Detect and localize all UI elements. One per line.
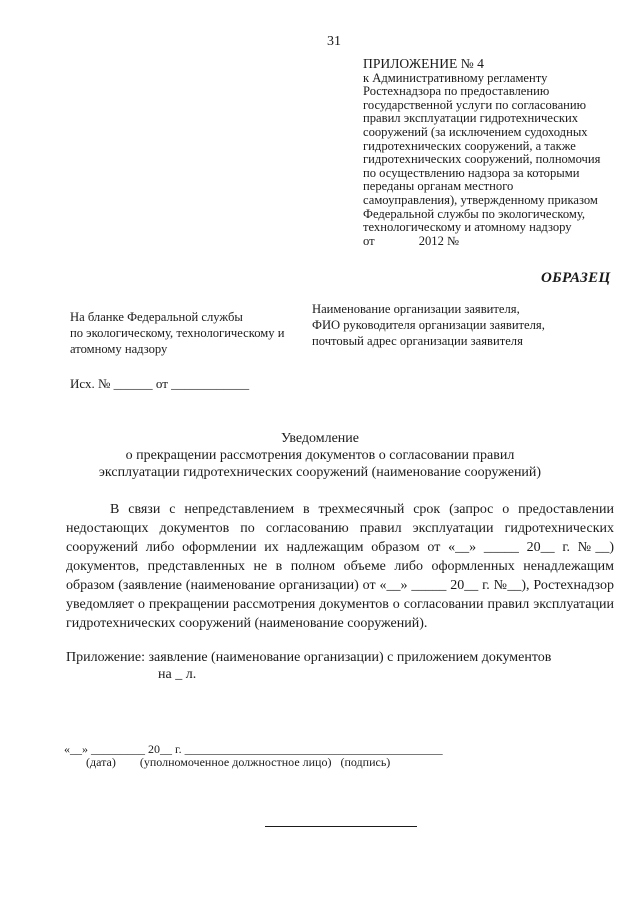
footer-divider	[265, 826, 417, 827]
addressee-block	[312, 301, 545, 349]
signature-labels: (дата) (уполномоченное должностное лицо) (подпись)	[86, 755, 391, 769]
notice-subtitle: о прекращении рассмотрения документов о согласовании правил эксплуатации гидротехнических сооружений (наименование сооружений)	[98, 448, 542, 480]
appendix-line: гидротехнических сооружений, а также	[363, 138, 576, 153]
appendix-line: от 2012 №	[363, 233, 460, 248]
appendix-line: гидротехнических сооружений, полномочия	[363, 152, 601, 167]
letterhead-line: атомному надзору	[70, 342, 168, 356]
appendix-line: по осуществлению надзора за которыми	[363, 165, 580, 180]
notice-body: В связи с непредставлением в трехмесячный срок (запрос о предоставлении недостающих документов по согласованию правил эксплуатации гидротехнических сооружений либо оформлении их надлежащим образом от «__» _____ 20__ г. №__) документов, представленных не в полном объеме либо оформленных ненадлежащим образом (заявление (наименование организации) от «__» _____ 20__ г. №__), Ростехнадзор уведомляет о прекращении рассмотрения документов о согласовании правил эксплуатации гидротехнических сооружений (наименование сооружений).	[66, 502, 614, 631]
outgoing-number: Исх. № ______ от ____________	[70, 376, 250, 391]
notice-title: Уведомление	[280, 431, 359, 446]
attachment-line: Приложение: заявление (наименование организации) с приложением документов	[66, 650, 552, 665]
appendix-line: правил эксплуатации гидротехнических	[363, 111, 579, 126]
attachment-pages: на _ л.	[158, 667, 197, 682]
signature-line: «__» _________ 20__ г. ___________________________________________	[64, 742, 443, 756]
appendix-line: переданы органам местного	[363, 179, 514, 194]
addressee-line: почтовый адрес организации заявителя	[312, 334, 523, 348]
letterhead-line: по экологическому, технологическому и	[70, 326, 285, 340]
appendix-line: Ростехнадзора по предоставлению	[363, 84, 550, 99]
appendix-line: Федеральной службы по экологическому,	[363, 206, 586, 221]
page-number: 31	[327, 34, 341, 49]
appendix-line: самоуправления), утвержденному приказом	[363, 192, 598, 207]
letterhead-note	[70, 309, 284, 357]
appendix-header	[363, 57, 600, 248]
appendix-line: государственной услуги по согласованию	[363, 97, 587, 112]
addressee-line: Наименование организации заявителя,	[312, 302, 520, 316]
letterhead-line: На бланке Федеральной службы	[70, 310, 243, 324]
appendix-line: сооружений (за исключением судоходных	[363, 124, 588, 139]
appendix-title: ПРИЛОЖЕНИЕ № 4	[363, 56, 484, 71]
appendix-line: к Административному регламенту	[363, 70, 548, 85]
appendix-line: технологическому и атомному надзору	[363, 220, 572, 235]
sample-label: ОБРАЗЕЦ	[541, 270, 611, 286]
addressee-line: ФИО руководителя организации заявителя,	[312, 318, 545, 332]
